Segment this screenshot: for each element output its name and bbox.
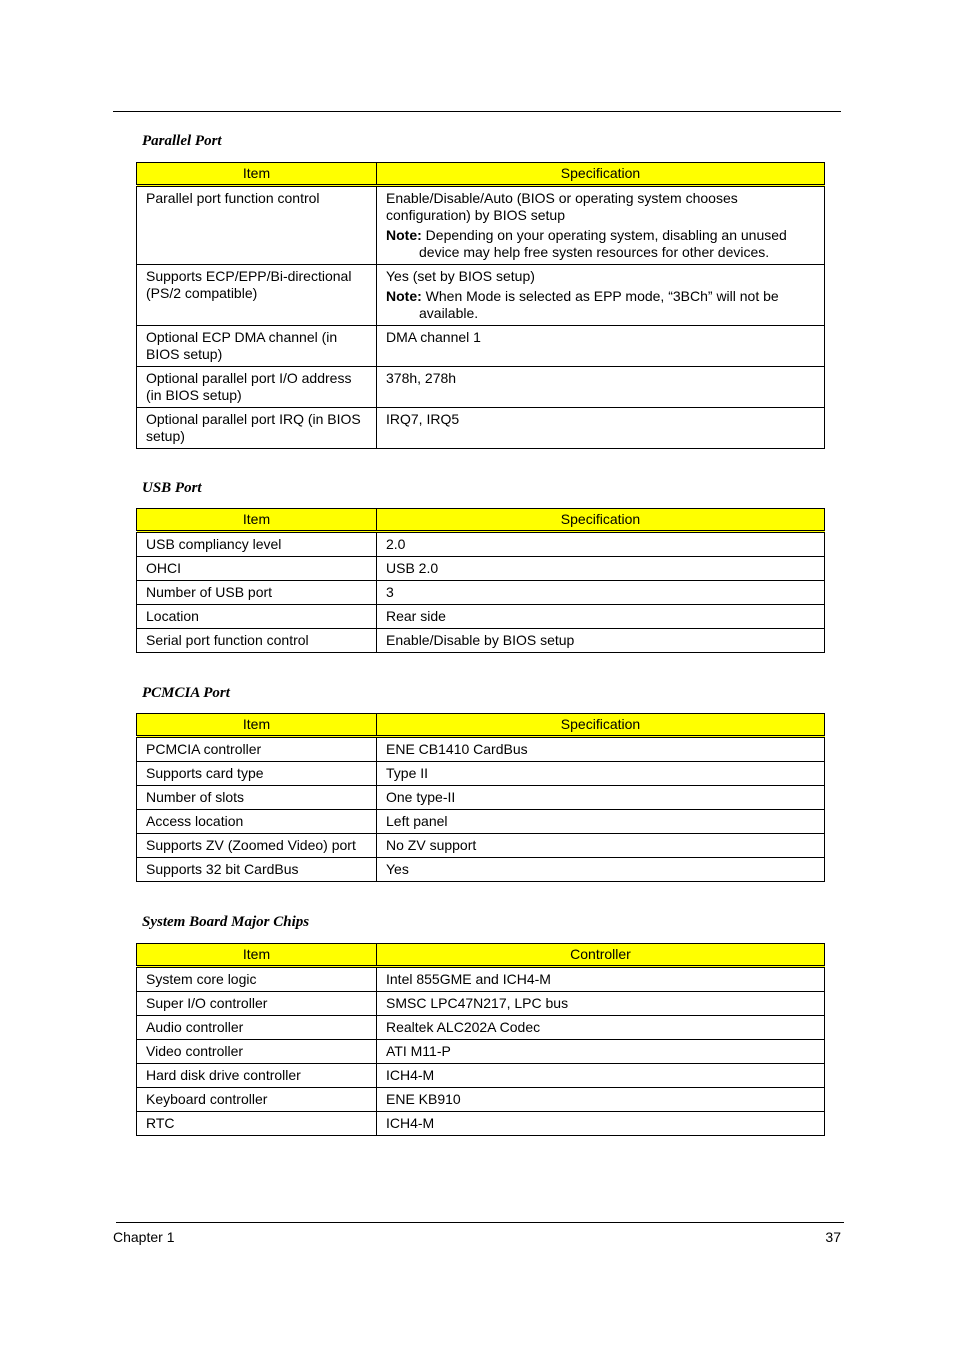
item-cell: Parallel port function control: [137, 186, 377, 265]
item-cell: Keyboard controller: [137, 1088, 377, 1112]
spec-cell: 378h, 278h: [377, 367, 825, 408]
note-text: When Mode is selected as EPP mode, “3BCh” will not be available.: [419, 288, 779, 321]
spec-cell: USB 2.0: [377, 557, 825, 581]
note: [386, 227, 816, 261]
note-text: Depending on your operating system, disabling an unused device may help free systen resources for other devices.: [419, 227, 787, 260]
table-row: [137, 408, 825, 449]
column-header-item: Item: [137, 944, 377, 967]
column-header-item: Item: [137, 509, 377, 532]
table-header-row: [137, 714, 825, 737]
table-header-row: [137, 163, 825, 186]
column-header-specification: Specification: [377, 714, 825, 737]
item-cell: Number of USB port: [137, 581, 377, 605]
item-cell: Supports ECP/EPP/Bi-directional (PS/2 compatible): [137, 265, 377, 326]
section-title-parallel-port: Parallel Port: [142, 133, 222, 149]
usb-port-table: [136, 508, 825, 653]
controller-cell: ATI M11-P: [377, 1040, 825, 1064]
item-cell: Access location: [137, 810, 377, 834]
section-title-pcmcia-port: PCMCIA Port: [142, 685, 230, 701]
section-title-system-board-major-chips: System Board Major Chips: [142, 914, 310, 930]
item-cell: Super I/O controller: [137, 992, 377, 1016]
spec-cell: IRQ7, IRQ5: [377, 408, 825, 449]
spec-cell: No ZV support: [377, 834, 825, 858]
spec-cell: [377, 265, 825, 326]
table-row: [137, 605, 825, 629]
spec-cell: 2.0: [377, 532, 825, 557]
item-cell: Serial port function control: [137, 629, 377, 653]
controller-cell: SMSC LPC47N217, LPC bus: [377, 992, 825, 1016]
spec-cell: ENE CB1410 CardBus: [377, 737, 825, 762]
column-header-specification: Specification: [377, 163, 825, 186]
item-cell: Optional parallel port I/O address (in BIOS setup): [137, 367, 377, 408]
table-row: [137, 858, 825, 882]
table-row: [137, 810, 825, 834]
table-row: [137, 967, 825, 992]
column-header-controller: Controller: [377, 944, 825, 967]
table-row: [137, 367, 825, 408]
item-cell: Location: [137, 605, 377, 629]
item-cell: Hard disk drive controller: [137, 1064, 377, 1088]
top-rule: [113, 111, 841, 112]
table-row: [137, 1064, 825, 1088]
table-row: [137, 186, 825, 265]
item-cell: Number of slots: [137, 786, 377, 810]
table-row: [137, 1040, 825, 1064]
item-cell: RTC: [137, 1112, 377, 1136]
column-header-item: Item: [137, 714, 377, 737]
table-row: [137, 762, 825, 786]
spec-cell: Left panel: [377, 810, 825, 834]
footer-page-number: 37: [825, 1229, 841, 1245]
note: [386, 288, 816, 322]
table-row: [137, 1112, 825, 1136]
controller-cell: ICH4-M: [377, 1064, 825, 1088]
controller-cell: Realtek ALC202A Codec: [377, 1016, 825, 1040]
table-row: [137, 737, 825, 762]
table-header-row: [137, 944, 825, 967]
table-row: [137, 1088, 825, 1112]
item-cell: Supports card type: [137, 762, 377, 786]
spec-text: Enable/Disable/Auto (BIOS or operating system chooses configuration) by BIOS setup: [386, 190, 738, 223]
controller-cell: Intel 855GME and ICH4-M: [377, 967, 825, 992]
note-label: Note:: [386, 227, 422, 243]
item-cell: Supports ZV (Zoomed Video) port: [137, 834, 377, 858]
item-cell: Optional ECP DMA channel (in BIOS setup): [137, 326, 377, 367]
table-row: [137, 786, 825, 810]
spec-cell: DMA channel 1: [377, 326, 825, 367]
item-cell: USB compliancy level: [137, 532, 377, 557]
spec-cell: Type II: [377, 762, 825, 786]
table-header-row: [137, 509, 825, 532]
item-cell: Video controller: [137, 1040, 377, 1064]
spec-cell: [377, 186, 825, 265]
table-row: [137, 532, 825, 557]
table-row: [137, 992, 825, 1016]
table-row: [137, 326, 825, 367]
spec-cell: Yes: [377, 858, 825, 882]
parallel-port-table: [136, 162, 825, 449]
spec-cell: One type-II: [377, 786, 825, 810]
item-cell: OHCI: [137, 557, 377, 581]
column-header-specification: Specification: [377, 509, 825, 532]
controller-cell: ICH4-M: [377, 1112, 825, 1136]
spec-text: Yes (set by BIOS setup): [386, 268, 535, 284]
system-board-chips-table: [136, 943, 825, 1136]
table-row: [137, 1016, 825, 1040]
item-cell: Optional parallel port IRQ (in BIOS setup): [137, 408, 377, 449]
item-cell: Audio controller: [137, 1016, 377, 1040]
controller-cell: ENE KB910: [377, 1088, 825, 1112]
spec-cell: Enable/Disable by BIOS setup: [377, 629, 825, 653]
table-row: [137, 581, 825, 605]
item-cell: PCMCIA controller: [137, 737, 377, 762]
note-label: Note:: [386, 288, 422, 304]
table-row: [137, 629, 825, 653]
spec-cell: 3: [377, 581, 825, 605]
table-row: [137, 834, 825, 858]
item-cell: Supports 32 bit CardBus: [137, 858, 377, 882]
item-cell: System core logic: [137, 967, 377, 992]
column-header-item: Item: [137, 163, 377, 186]
section-title-usb-port: USB Port: [142, 480, 202, 496]
footer-chapter: Chapter 1: [113, 1229, 175, 1245]
table-row: [137, 557, 825, 581]
pcmcia-port-table: [136, 713, 825, 882]
table-row: [137, 265, 825, 326]
bottom-rule: [116, 1222, 844, 1223]
spec-cell: Rear side: [377, 605, 825, 629]
